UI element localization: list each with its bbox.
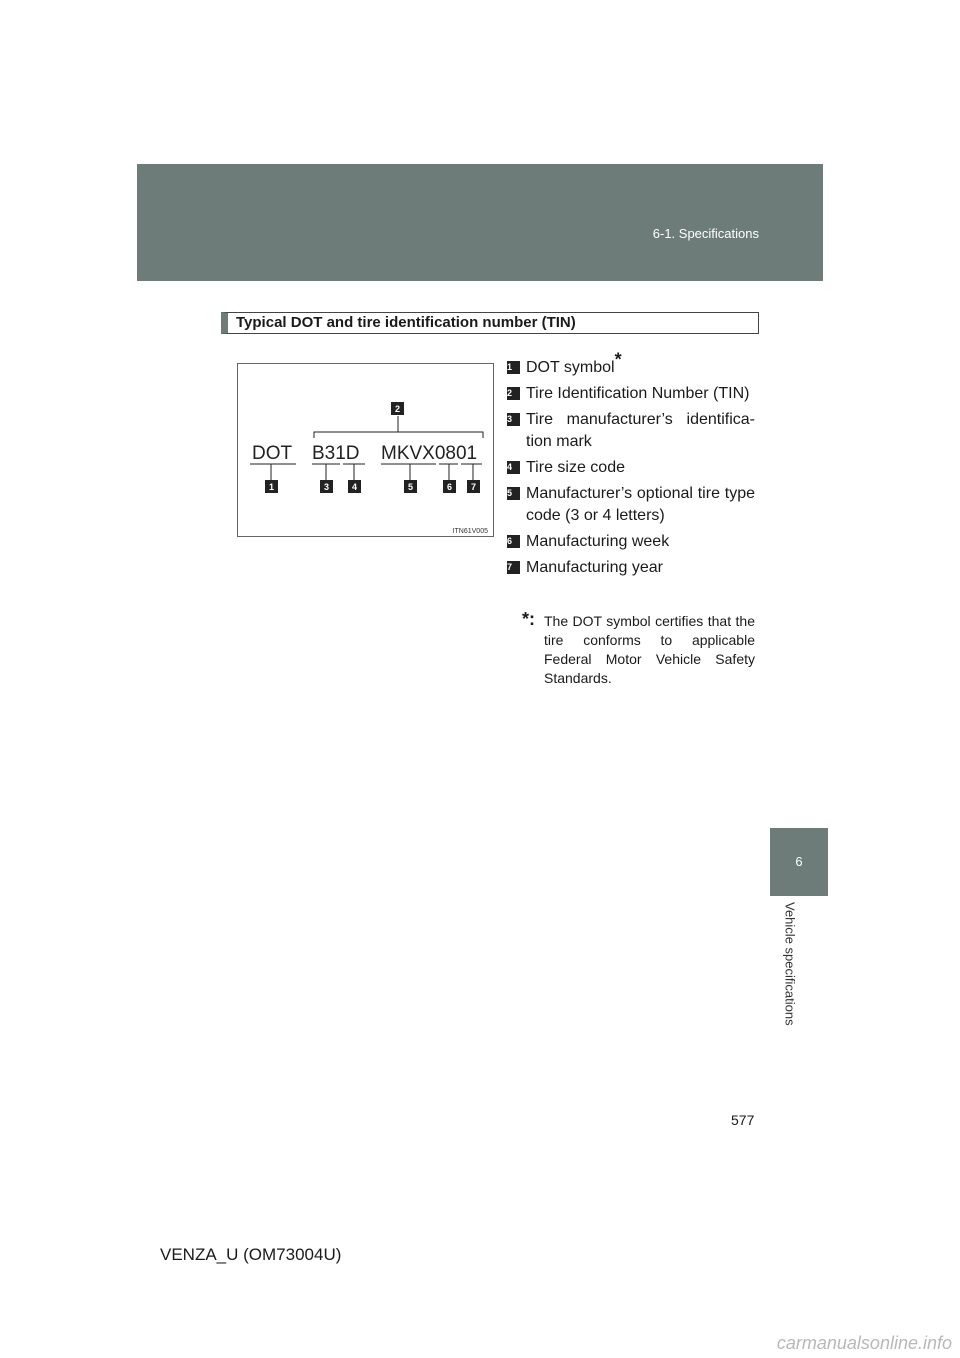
svg-text:2: 2	[394, 404, 401, 414]
svg-text:7: 7	[470, 482, 477, 492]
diagram-code2-text: MKVX0801	[381, 443, 478, 464]
svg-text:4: 4	[351, 482, 358, 492]
section-title: 6-1. Specifications	[652, 226, 759, 241]
tin-legend-list	[507, 349, 755, 583]
number-badge: 7	[507, 561, 520, 574]
svg-text:5: 5	[407, 482, 414, 492]
diagram-dot-text: DOT	[252, 443, 293, 464]
list-item	[507, 383, 755, 405]
section-heading: Typical DOT and tire identification number (TIN)	[221, 312, 759, 334]
list-item-text: Manufacturing week	[526, 533, 670, 550]
list-item-text: Tire size code	[526, 459, 625, 476]
watermark: carmanualsonline.info	[776, 1333, 952, 1353]
number-badge: 2	[507, 387, 520, 400]
diagram-image-id: ITN61V005	[452, 528, 488, 535]
list-item	[507, 531, 755, 553]
manual-code: VENZA_U (OM73004U)	[160, 1245, 342, 1264]
number-badge: 4	[507, 461, 520, 474]
list-item	[507, 483, 755, 527]
list-item-text: Tire manufacturer’s identifica-tion mark	[526, 411, 755, 450]
number-badge: 5	[507, 487, 520, 500]
tin-diagram	[237, 363, 494, 537]
chapter-tab	[770, 828, 828, 896]
diagram-code1-text: B31D	[312, 443, 360, 464]
chapter-number: 6	[795, 854, 803, 869]
svg-text:1: 1	[268, 482, 275, 492]
list-item-text: DOT symbol	[526, 359, 615, 376]
list-item	[507, 557, 755, 579]
number-badge: 1	[507, 361, 520, 374]
svg-text:6: 6	[446, 482, 453, 492]
list-item	[507, 457, 755, 479]
number-badge: 6	[507, 535, 520, 548]
tin-diagram-svg	[238, 364, 495, 538]
footnote	[522, 609, 755, 688]
svg-text:3: 3	[323, 482, 330, 492]
page-number: 577	[731, 1112, 755, 1128]
number-badge: 3	[507, 413, 520, 426]
footnote-mark: *:	[522, 609, 535, 629]
list-item	[507, 349, 755, 379]
header-band	[137, 164, 823, 281]
bracket-tin	[314, 432, 483, 438]
footnote-marker: *	[614, 349, 622, 370]
list-item-text: Manufacturing year	[526, 559, 663, 576]
list-item-text: Manufacturer’s optional tire type code (3 or 4 letters)	[526, 485, 755, 524]
footnote-text: The DOT symbol certifies that the tire conforms to applicable Federal Motor Vehicle Safety Standards.	[544, 613, 755, 686]
chapter-label: Vehicle specifications	[782, 902, 798, 1026]
list-item-text: Tire Identification Number (TIN)	[526, 385, 750, 402]
list-item	[507, 409, 755, 453]
